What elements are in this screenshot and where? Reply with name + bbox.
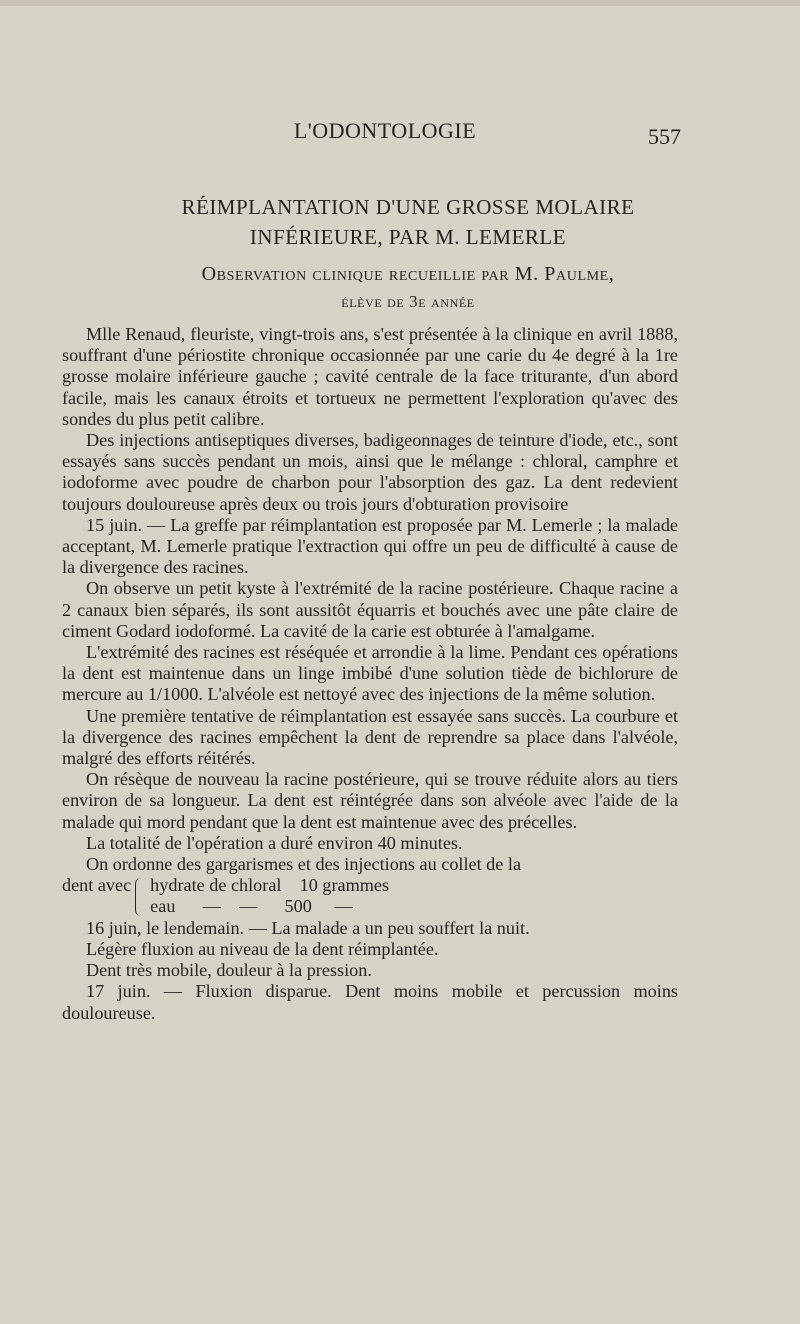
paragraph: On ordonne des gargarismes et des injections au collet de la [86, 854, 522, 875]
prescription-formula [62, 875, 678, 917]
paragraph: Dent très mobile, douleur à la pression. [86, 960, 372, 981]
paragraph: La totalité de l'opération a duré environ 40 minutes. [86, 832, 463, 853]
byline-line-1: Observation clinique recueillie par M. Paulme, [201, 263, 615, 285]
title-line-2: INFÉRIEURE, PAR M. LEMERLE [249, 225, 567, 249]
title-line-1: RÉIMPLANTATION D'UNE GROSSE MOLAIRE [181, 195, 635, 219]
formula-line-2: eau — — 500 — [150, 896, 353, 917]
page-number: 557 [648, 124, 681, 149]
page-top-edge [0, 0, 800, 6]
paragraph: 17 juin. — Fluxion disparue. Dent moins mobile et percussion moins douloureuse. [62, 981, 678, 1023]
paragraph: On observe un petit kyste à l'extrémité de la racine postérieure. Chaque racine a 2 canaux bien séparés, ils sont aussitôt équarris et bouchés avec une pâte claire de ciment Godard iodoformé. La cavité de la carie est obturée à l'amalgame. [62, 578, 678, 641]
formula-lead: dent avec [62, 875, 132, 896]
paragraph: L'extrémité des racines est réséquée et arrondie à la lime. Pendant ces opérations la dent est maintenue dans un linge imbibé d'une solution tiède de bichlorure de mercure au 1/1000. L'alvéole est nettoyé avec des injections de la même solution. [62, 642, 678, 705]
paragraph: Mlle Renaud, fleuriste, vingt-trois ans, s'est présentée à la clinique en avril 1888, souffrant d'une périostite chronique occasionnée par une carie du 4e degré à la 1re grosse molaire inférieure gauche ; cavité centrale de la face triturante, d'un abord facile, mais les canaux étroits et tortueux ne permettent l'exploration qu'avec des sondes du plus petit calibre. [62, 324, 678, 429]
running-title: L'ODONTOLOGIE [293, 118, 477, 143]
paragraph: Légère fluxion au niveau de la dent réimplantée. [86, 938, 439, 959]
paragraph: On résèque de nouveau la racine postérieure, qui se trouve réduite alors au tiers environ de sa longueur. La dent est réintégrée dans son alvéole avec l'aide de la malade qui mord pendant que la dent est maintenue avec des précelles. [62, 769, 678, 832]
article-body [62, 324, 678, 1024]
formula-items [150, 875, 389, 917]
article-title [60, 192, 756, 252]
paragraph: 15 juin. — La greffe par réimplantation est proposée par M. Lemerle ; la malade acceptant, M. Lemerle pratique l'extraction qui offre un peu de difficulté à cause de la divergence des racines. [62, 514, 678, 578]
paragraph: 16 juin, le lendemain. — La malade a un peu souffert la nuit. [86, 917, 530, 938]
byline-line-2: élève de 3e année [341, 292, 475, 311]
paragraph: Des injections antiseptiques diverses, badigeonnages de teinture d'iode, etc., sont essayés sans succès pendant un mois, ainsi que le mélange : chloral, camphre et iodoforme avec poudre de charbon pour l'absorption des gaz. La dent redevient toujours douloureuse après deux ou trois jours d'obturation provisoire [62, 430, 678, 514]
brace-mark [135, 878, 146, 916]
paragraph: Une première tentative de réimplantation est essayée sans succès. La courbure et la divergence des racines empêchent la dent de reprendre sa place dans l'alvéole, malgré des efforts réitérés. [62, 705, 678, 769]
byline [60, 260, 756, 316]
formula-line-1: hydrate de chloral 10 grammes [150, 875, 390, 896]
